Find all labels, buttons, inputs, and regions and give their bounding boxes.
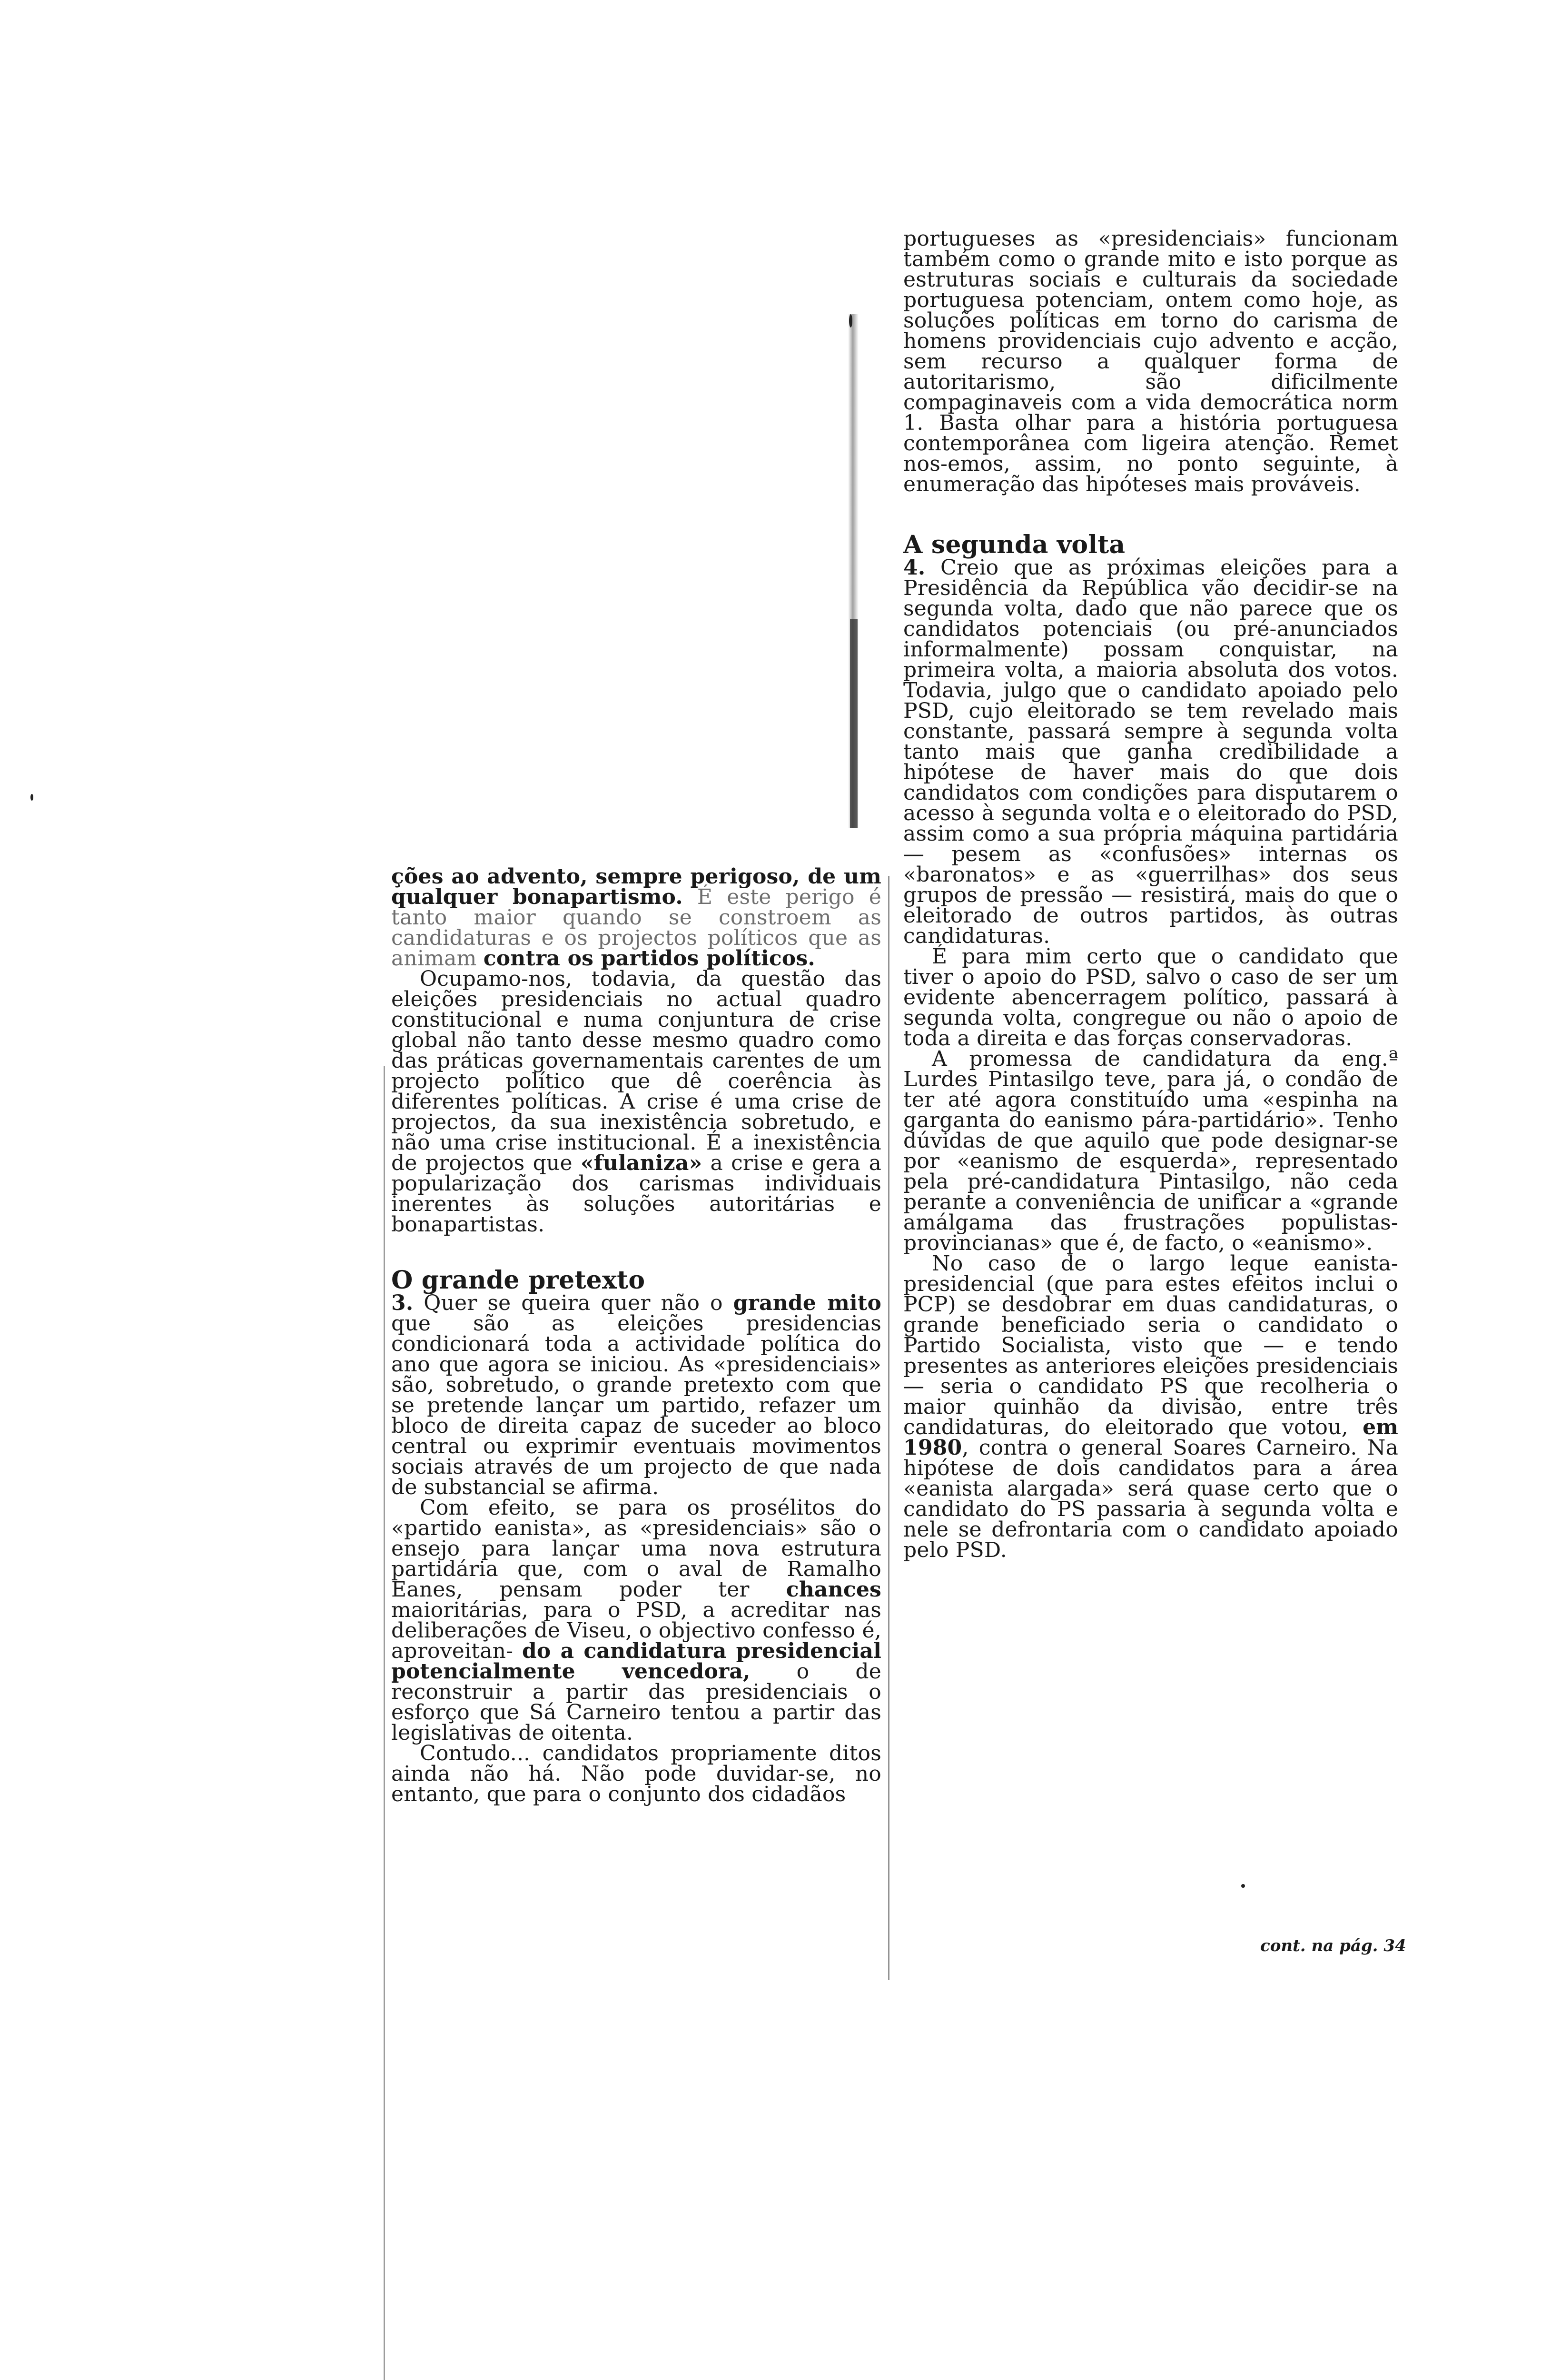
left-intro-bold-1: ções ao advento, sempre perigoso, de um qualquer bonapartismo.: [391, 864, 881, 909]
section-3-paragraph-1: [391, 1293, 881, 1497]
section-3-paragraph-2: [391, 1497, 881, 1743]
section-4-paragraph-4-a: No caso de o largo leque eanista-presidencial (que para estes efeitos inclui o PCP) se desdobrar em duas candidaturas, o grande beneficiado seria o candidato o Partido Socialista, visto que — e tendo presentes as anteriores eleições presidenciais — seria o candidato PS que recolheria o maior quinhão da divisão, entre três candidaturas, do eleitorado que votou,: [903, 1251, 1398, 1439]
right-top-paragraph: portugueses as «presidenciais» funcionam também como o grande mito e isto porque as estruturas sociais e culturais da sociedade portuguesa potenciam, ontem como hoje, as soluções políticas em torno do carisma de homens providenciais cujo advento e acção, sem recurso a qualquer forma de autoritarismo, são dificilmente compaginaveis com a vida democrática norm 1. Basta olhar para a história portuguesa contemporânea com ligeira atenção. Remet nos-emos, assim, no ponto seguinte, à enumeração das hipóteses mais prováveis.: [903, 227, 1398, 496]
section-3-paragraph-1-bold: grande mito: [733, 1291, 882, 1315]
left-intro-text: É este perigo é tanto maior quando se constroem as candidaturas e os projectos políticos que as animam: [391, 885, 881, 971]
section-3-paragraph-2-c: o de reconstruir a partir das presidenciais o esforço que Sá Carneiro tentou a partir das legislativas de oitenta.: [391, 1659, 881, 1745]
section-3-paragraph-1-b: que são as eleições presidencias condicionará toda a actividade política do ano que agora se iniciou. As «presidenciais» são, sobretudo, o grande pretexto com que se pretende lançar um partido, refazer um bloco de direita capaz de suceder ao bloco central ou exprimir eventuais movimentos sociais através de um projecto de que nada de substancial se afirma.: [391, 1311, 881, 1499]
section-3-paragraph-2-b: maioritárias, para o PSD, a acreditar nas deliberações de Viseu, o objectivo confesso é, aproveitan-: [391, 1598, 881, 1663]
left-paragraph-2-end: a crise e gera a popularização dos carismas individuais inerentes às soluções autoritárias e bonapartistas.: [391, 1151, 881, 1237]
scan-speck: [1241, 1884, 1245, 1888]
section-4-paragraph-1-text: Creio que as próximas eleições para a Presidência da República vão decidir-se na segunda volta, dado que não parece que os candidatos potenciais (ou pré-anunciados informalmente) possam conquistar, na primeira volta, a maioria absoluta dos votos. Todavia, julgo que o candidato apoiado pelo PSD, cujo eleitorado se tem revelado mais constante, passará sempre à segunda volta tanto mais que ganha credibilidade a hipótese de haver mais do que dois candidatos com condições para disputarem o acesso à segunda volta e o eleitorado do PSD, assim como a sua própria máquina partidária — pesem as «confusões» internas os «baronatos» e as «guerrilhas» dos seus grupos de pressão — resistirá, mais do que o eleitorado de outros partidos, às outras candidaturas.: [903, 555, 1398, 948]
section-3-paragraph-2-a: Com efeito, se para os prosélitos do «partido eanista», as «presidenciais» são o ensejo para lançar uma nova estrutura partidária que, com o aval de Ramalho Eanes, pensam poder ter: [391, 1496, 881, 1602]
section-3-paragraph-2-bold-1: chances: [786, 1577, 881, 1602]
left-column: [391, 866, 881, 1805]
section-4-paragraph-2: É para mim certo que o candidato que tiver o apoio do PSD, salvo o caso de ser um evidente abencerragem político, passará à segunda volta, congregue ou não o apoio de toda a direita e das forças conservadoras.: [903, 944, 1398, 1051]
section-4-paragraph-1: [903, 557, 1398, 946]
section-3-heading: O grande pretexto: [391, 1266, 645, 1295]
section-4-paragraph-4: [903, 1253, 1398, 1560]
section-3-paragraph-1-a: Quer se queira quer não o: [424, 1291, 723, 1315]
left-paragraph-2-bold: «fulaniza»: [580, 1151, 702, 1175]
section-4-paragraph-3: A promessa de candidatura da eng.ª Lurdes Pintasilgo teve, para já, o condão de ter até agora constituído uma «espinha na garganta do eanismo pára-partidário». Tenho dúvidas de que aquilo que pode designar-se por «eanismo de esquerda», representado pela pré-candidatura Pintasilgo, não ceda perante a conveniência de unificar a «grande amálgama das frustrações populistas-provincianas» que é, de facto, o «eanismo».: [903, 1047, 1398, 1255]
section-3-paragraph-2-bold-2: do a candidatura presidencial potencialmente vencedora,: [391, 1639, 881, 1684]
left-intro-paragraph: [391, 866, 881, 969]
section-3-number: 3.: [391, 1291, 414, 1315]
scan-speck: [849, 314, 852, 327]
section-4-number: 4.: [903, 555, 926, 580]
right-column: [903, 228, 1398, 1560]
left-paragraph-2-text: Ocupamo-nos, todavia, da questão das eleições presidenciais no actual quadro constitucional e numa conjuntura de crise global não tanto desse mesmo quadro como das práticas governamentais carentes de um projecto político que dê coerência às diferentes políticas. A crise é uma crise de projectos, da sua inexistência sobretudo, e não uma crise institucional. É a inexistência de projectos que: [391, 967, 881, 1175]
scan-speck: [30, 794, 33, 801]
continued-on-page-note: cont. na pág. 34: [1260, 1936, 1406, 1955]
column-rule-middle: [888, 876, 889, 1980]
section-3-paragraph-3: Contudo... candidatos propriamente ditos ainda não há. Não pode duvidar-se, no entanto, que para o conjunto dos cidadãos: [391, 1741, 881, 1806]
left-paragraph-2: [391, 969, 881, 1235]
section-4-paragraph-4-b: , contra o general Soares Carneiro. Na hipótese de dois candidatos para a área «eanista alargada» será quase certo que o candidato do PS passaria à segunda volta e nele se defrontaria com o candidato apoiado pelo PSD.: [903, 1436, 1398, 1562]
scan-edge-dark: [850, 619, 858, 828]
section-4-heading: A segunda volta: [903, 530, 1126, 559]
left-intro-bold-2: contra os partidos políticos.: [483, 946, 815, 971]
column-rule-left: [384, 1066, 385, 2380]
section-4-paragraph-4-bold: em 1980: [903, 1415, 1399, 1460]
